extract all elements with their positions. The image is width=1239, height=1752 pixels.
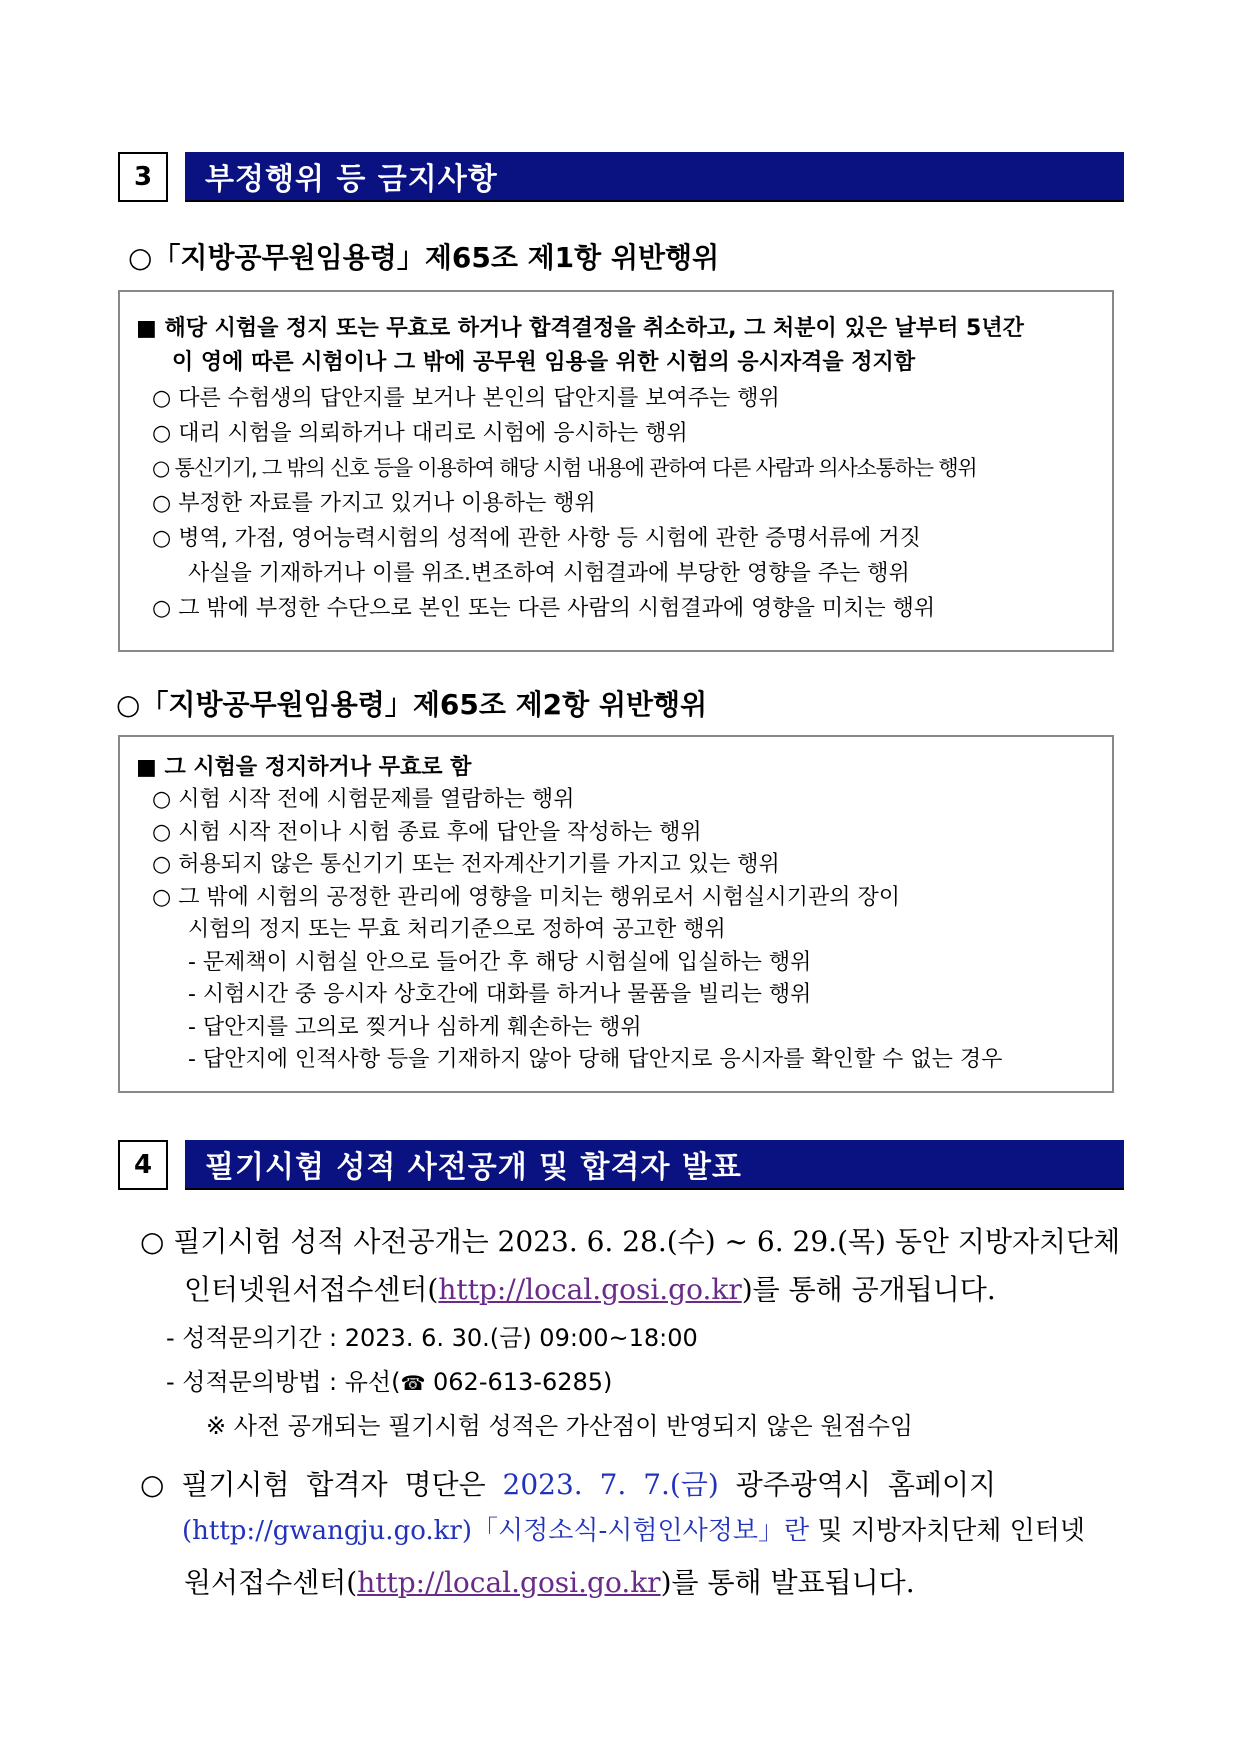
paragraph-2-line-1 bbox=[140, 1468, 997, 1501]
paragraph-1-line-1: ○ 필기시험 성적 사전공개는 2023. 6. 28.(수) ~ 6. 29.(목) 동안 지방자치단체 bbox=[140, 1225, 1121, 1258]
text: )를 통해 발표됩니다. bbox=[660, 1566, 915, 1599]
paragraph-1-line-2 bbox=[184, 1273, 996, 1306]
box-lead-line: 이 영에 따른 시험이나 그 밖에 공무원 임용을 위한 시험의 응시자격을 정지함 bbox=[172, 350, 916, 375]
gwangju-link[interactable]: (http://gwangju.go.kr) bbox=[182, 1516, 472, 1546]
gosi-link[interactable]: http://local.gosi.go.kr bbox=[438, 1273, 742, 1306]
text: ○ 필기시험 합격자 명단은 bbox=[140, 1468, 503, 1501]
violation-box-1 bbox=[118, 290, 1114, 652]
text: 062-613-6285) bbox=[425, 1368, 613, 1396]
section-4-header bbox=[118, 1140, 1124, 1190]
text: - 성적문의방법 : 유선( bbox=[166, 1368, 401, 1396]
text: 및 지방자치단체 인터넷 bbox=[809, 1516, 1086, 1546]
text: )를 통해 공개됩니다. bbox=[741, 1273, 996, 1306]
section-3-header bbox=[118, 152, 1124, 202]
paragraph-2-line-2 bbox=[182, 1518, 1085, 1544]
list-item: ○ 시험 시작 전에 시험문제를 열람하는 행위 bbox=[152, 787, 575, 812]
sub-list-item: - 답안지에 인적사항 등을 기재하지 않아 당해 답안지로 응시자를 확인할 수 없는 경우 bbox=[188, 1047, 1003, 1072]
list-item: ○ 그 밖에 부정한 수단으로 본인 또는 다른 사람의 시험결과에 영향을 미치는 행위 bbox=[152, 596, 936, 621]
list-item: ○ 허용되지 않은 통신기기 또는 전자계산기기를 가지고 있는 행위 bbox=[152, 852, 780, 877]
inquiry-period: - 성적문의기간 : 2023. 6. 30.(금) 09:00~18:00 bbox=[166, 1324, 698, 1352]
sub-list-item: - 시험시간 중 응시자 상호간에 대화를 하거나 물품을 빌리는 행위 bbox=[188, 982, 812, 1007]
list-item: ○ 그 밖에 시험의 공정한 관리에 영향을 미치는 행위로서 시험실시기관의 장이 bbox=[152, 885, 900, 910]
sub-list-item: - 문제책이 시험실 안으로 들어간 후 해당 시험실에 입실하는 행위 bbox=[188, 950, 812, 975]
subsection-title-2: ○「지방공무원임용령」제65조 제2항 위반행위 bbox=[116, 688, 708, 721]
list-item: ○ 시험 시작 전이나 시험 종료 후에 답안을 작성하는 행위 bbox=[152, 820, 702, 845]
phone-icon: ☎ bbox=[400, 1371, 426, 1395]
section-title: 부정행위 등 금지사항 bbox=[185, 152, 1124, 202]
violation-box-2 bbox=[118, 735, 1114, 1093]
menu-path: 「시정소식-시험인사정보」란 bbox=[472, 1516, 810, 1546]
list-item: ○ 부정한 자료를 가지고 있거나 이용하는 행위 bbox=[152, 491, 596, 516]
inquiry-method bbox=[166, 1370, 612, 1394]
section-number: 4 bbox=[118, 1140, 168, 1190]
announce-date: 2023. 7. 7.(금) bbox=[502, 1468, 719, 1501]
box-lead-line: ■ 해당 시험을 정지 또는 무효로 하거나 합격결정을 취소하고, 그 처분이 있은 날부터 5년간 bbox=[136, 316, 1024, 341]
list-item-continuation: 시험의 정지 또는 무효 처리기준으로 정하여 공고한 행위 bbox=[188, 917, 726, 942]
section-number: 3 bbox=[118, 152, 168, 202]
text: 광주광역시 홈페이지 bbox=[718, 1468, 997, 1501]
list-item-continuation: 사실을 기재하거나 이를 위조.변조하여 시험결과에 부당한 영향을 주는 행위 bbox=[188, 561, 910, 586]
subsection-title-1: ○「지방공무원임용령」제65조 제1항 위반행위 bbox=[128, 241, 720, 274]
list-item: ○ 통신기기, 그 밖의 신호 등을 이용하여 해당 시험 내용에 관하여 다른 사람과 의사소통하는 행위 bbox=[152, 456, 977, 480]
paragraph-2-line-3 bbox=[184, 1566, 915, 1599]
section-title: 필기시험 성적 사전공개 및 합격자 발표 bbox=[185, 1140, 1124, 1190]
text: 인터넷원서접수센터( bbox=[184, 1273, 439, 1306]
note: ※ 사전 공개되는 필기시험 성적은 가산점이 반영되지 않은 원점수임 bbox=[206, 1412, 914, 1440]
list-item: ○ 다른 수험생의 답안지를 보거나 본인의 답안지를 보여주는 행위 bbox=[152, 386, 780, 411]
list-item: ○ 대리 시험을 의뢰하거나 대리로 시험에 응시하는 행위 bbox=[152, 421, 688, 446]
sub-list-item: - 답안지를 고의로 찢거나 심하게 훼손하는 행위 bbox=[188, 1015, 642, 1040]
text: 원서접수센터( bbox=[184, 1566, 358, 1599]
box-lead-line: ■ 그 시험을 정지하거나 무효로 함 bbox=[136, 755, 472, 780]
list-item: ○ 병역, 가점, 영어능력시험의 성적에 관한 사항 등 시험에 관한 증명서류에 거짓 bbox=[152, 526, 921, 551]
gosi-link[interactable]: http://local.gosi.go.kr bbox=[357, 1566, 661, 1599]
